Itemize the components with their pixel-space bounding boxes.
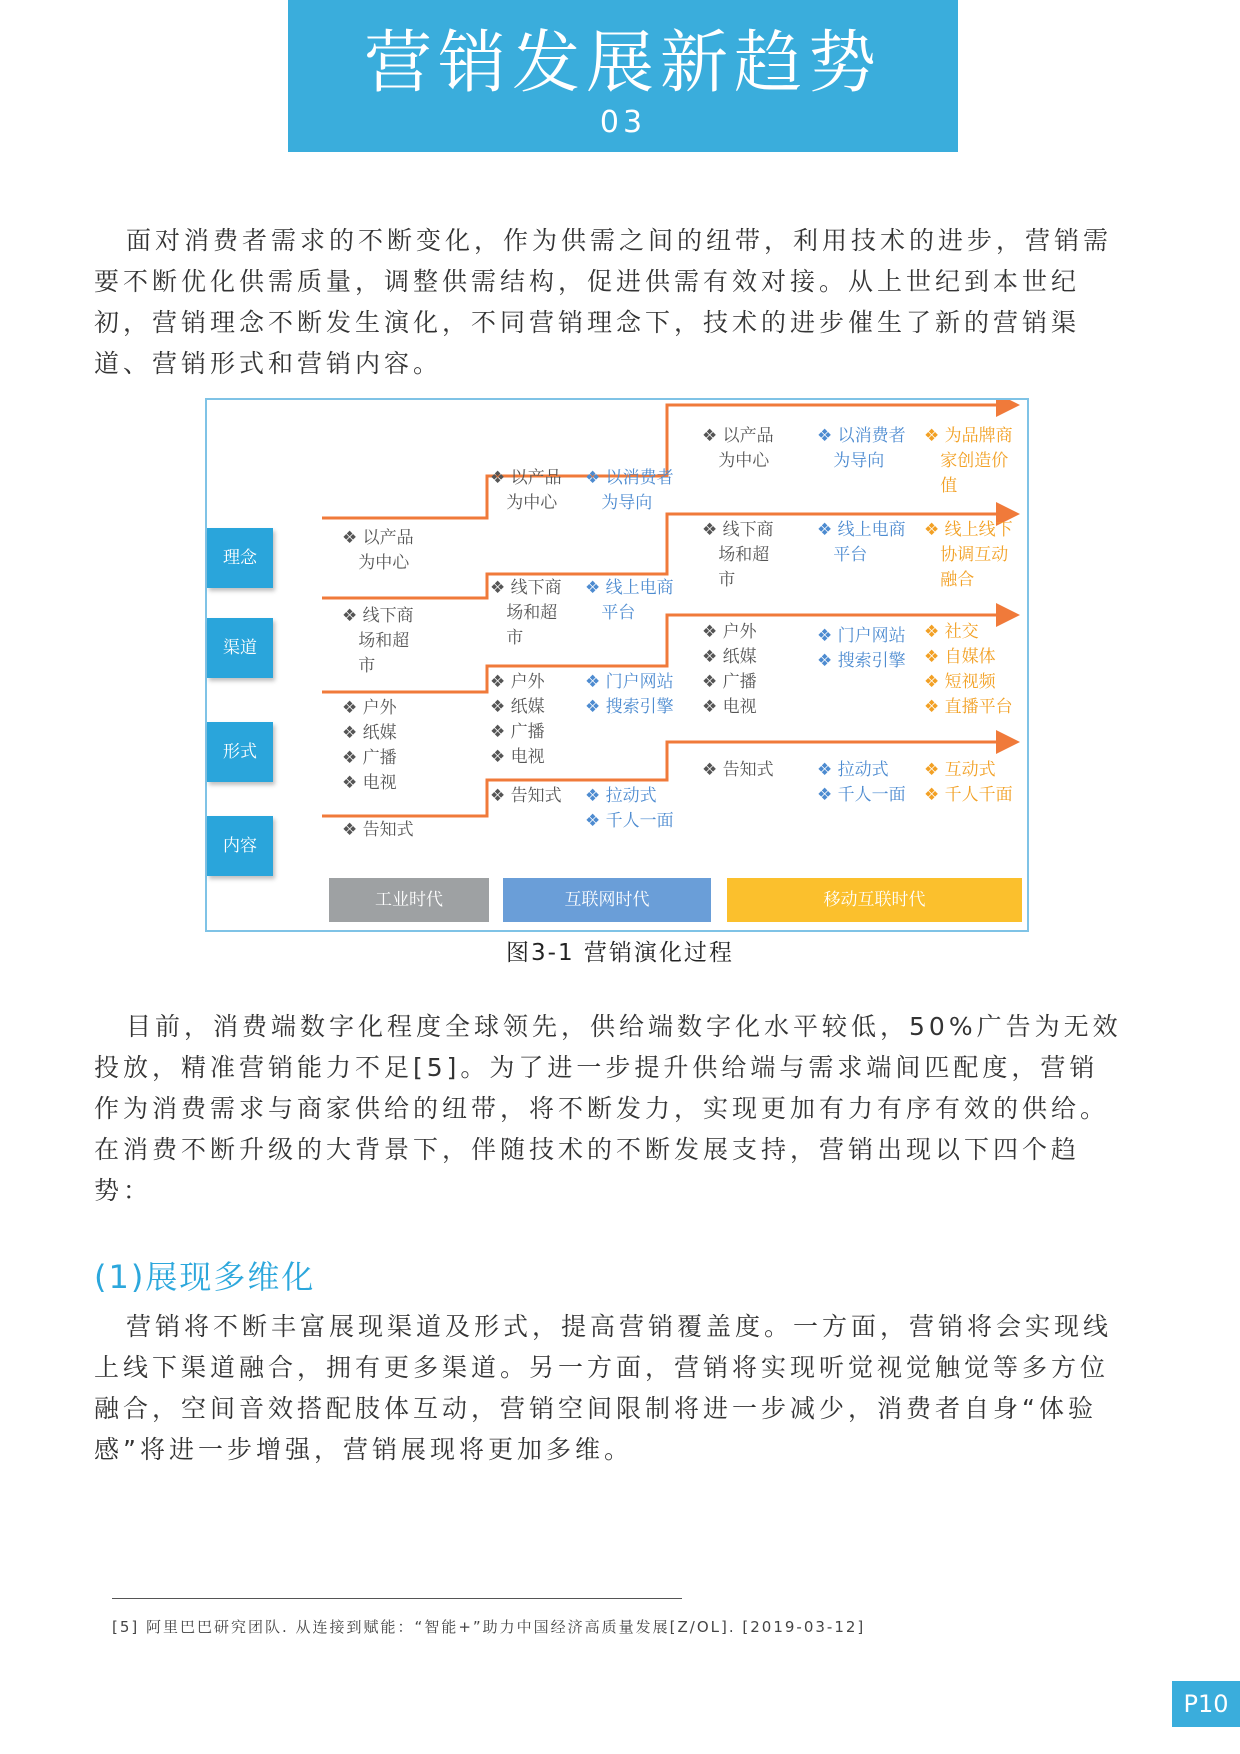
- cell-form-internet-b: ❖ 门户网站 ❖ 搜索引擎: [585, 672, 674, 717]
- row-label-form: 形式: [207, 722, 273, 782]
- cell-form-industrial: ❖ 户外 ❖ 纸媒 ❖ 广播 ❖ 电视: [342, 698, 397, 793]
- chapter-header: [288, 0, 958, 152]
- cell-form-mobile-c: ❖ 社交 ❖ 自媒体 ❖ 短视频 ❖ 直播平台: [924, 622, 1013, 717]
- cell-content-mobile-a: ❖ 告知式: [702, 760, 774, 780]
- chapter-number: 03: [599, 105, 647, 140]
- cell-concept-internet-a: ❖ 以产品 为中心: [490, 468, 562, 513]
- cell-form-mobile-b: ❖ 门户网站 ❖ 搜索引擎: [817, 626, 906, 671]
- row-label-channel: 渠道: [207, 618, 273, 678]
- era-industrial: 工业时代: [329, 878, 489, 922]
- figure-caption: 图3-1 营销演化过程: [506, 940, 734, 966]
- cell-channel-mobile-c: ❖ 线上线下 协调互动 融合: [924, 520, 1013, 590]
- cell-content-mobile-c: ❖ 互动式 ❖ 千人千面: [924, 760, 1013, 805]
- era-mobile: 移动互联时代: [727, 878, 1022, 922]
- trend1-text: 营销将不断丰富展现渠道及形式，提高营销覆盖度。一方面，营销将会实现线上线下渠道融合，拥有更多渠道。另一方面，营销将实现听觉视觉触觉等多方位融合，空间音效搭配肢体互动，营销空间限制将进一步减少，消费者自身“体验感”将进一步增强，营销展现将更加多维。: [94, 1312, 1113, 1464]
- cell-channel-mobile-a: ❖ 线下商 场和超 市: [702, 520, 774, 590]
- cell-channel-internet-a: ❖ 线下商 场和超 市: [490, 578, 562, 648]
- page-number: P10: [1172, 1681, 1240, 1727]
- cell-content-mobile-b: ❖ 拉动式 ❖ 千人一面: [817, 760, 906, 805]
- footnote: [5] 阿里巴巴研究团队. 从连接到赋能：“智能+”助力中国经济高质量发展[Z/OL]. [2019-03-12]: [112, 1618, 866, 1636]
- cell-content-internet-b: ❖ 拉动式 ❖ 千人一面: [585, 786, 674, 831]
- cell-concept-mobile-c: ❖ 为品牌商 家创造价 值: [924, 426, 1013, 496]
- cell-concept-industrial: ❖ 以产品 为中心: [342, 528, 414, 573]
- current-paragraph: [94, 1006, 1124, 1211]
- cell-channel-industrial: ❖ 线下商 场和超 市: [342, 606, 414, 676]
- chapter-title: 营销发展新趋势: [363, 24, 882, 103]
- cell-form-mobile-a: ❖ 户外 ❖ 纸媒 ❖ 广播 ❖ 电视: [702, 622, 757, 717]
- row-label-content: 内容: [207, 816, 273, 876]
- cell-concept-internet-b: ❖ 以消费者 为导向: [585, 468, 674, 513]
- current-text: 目前，消费端数字化程度全球领先，供给端数字化水平较低，50%广告为无效投放，精准营销能力不足[5]。为了进一步提升供给端与需求端间匹配度，营销作为消费需求与商家供给的纽带，将不断发力，实现更加有力有序有效的供给。在消费不断升级的大背景下，伴随技术的不断发展支持，营销出现以下四个趋势：: [94, 1012, 1122, 1205]
- cell-concept-mobile-b: ❖ 以消费者 为导向: [817, 426, 906, 471]
- cell-concept-mobile-a: ❖ 以产品 为中心: [702, 426, 774, 471]
- cell-channel-mobile-b: ❖ 线上电商 平台: [817, 520, 906, 565]
- cell-form-internet-a: ❖ 户外 ❖ 纸媒 ❖ 广播 ❖ 电视: [490, 672, 545, 767]
- trend1-paragraph: [94, 1306, 1124, 1470]
- row-label-concept: 理念: [207, 528, 273, 588]
- evolution-figure: [205, 398, 1029, 932]
- era-internet: 互联网时代: [503, 878, 711, 922]
- cell-content-internet-a: ❖ 告知式: [490, 786, 562, 806]
- cell-channel-internet-b: ❖ 线上电商 平台: [585, 578, 674, 623]
- intro-paragraph: [94, 220, 1124, 384]
- section-heading: (1)展现多维化: [94, 1258, 316, 1296]
- cell-content-industrial: ❖ 告知式: [342, 820, 414, 840]
- footnote-divider: [112, 1598, 682, 1599]
- intro-text: 面对消费者需求的不断变化，作为供需之间的纽带，利用技术的进步，营销需要不断优化供需质量，调整供需结构，促进供需有效对接。从上世纪到本世纪初，营销理念不断发生演化，不同营销理念下，技术的进步催生了新的营销渠道、营销形式和营销内容。: [94, 226, 1113, 378]
